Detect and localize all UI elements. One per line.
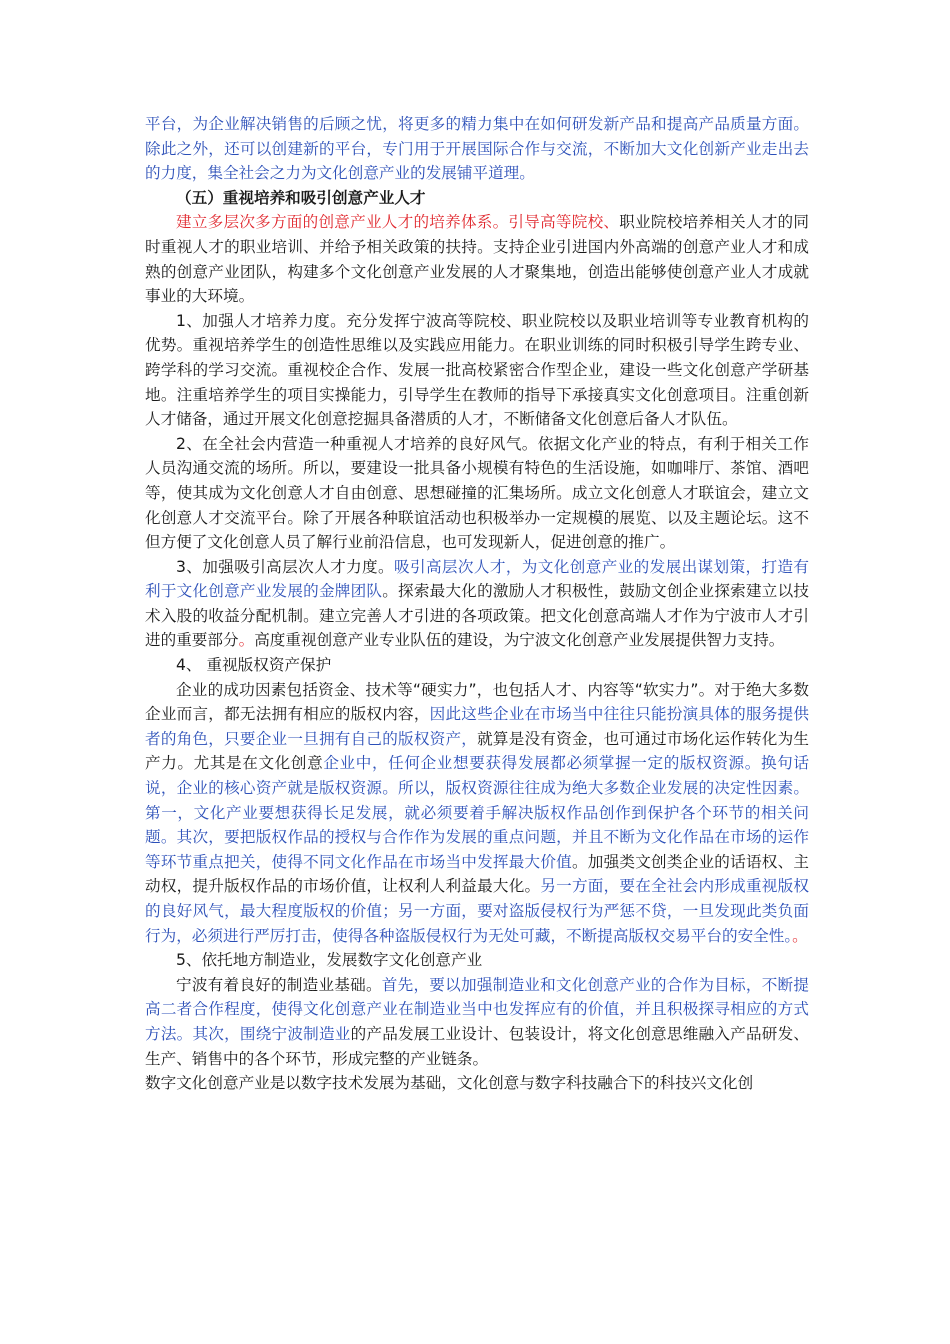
paragraph-5-red-mark: 。 bbox=[238, 631, 255, 650]
paragraph-6-text-1: 就算是没有资金，也可通过市场化运作转化为生产力。尤其是在文化创意 bbox=[145, 729, 809, 773]
paragraph-7 bbox=[145, 973, 809, 1071]
paragraph-6-blue-1: 因此这些企业在市场当中往往只能扮演具体的服务提供者的角色，只要企业一旦拥有自己的版权资产， bbox=[145, 705, 809, 748]
paragraph-7-blue: 首先，要以加强制造业和文化创意产业的合作为目标，不断提高二者合作程度，使得文化创意产业在制造业当中也发挥应有的价值，并且积极探寻相应的方式方法。其次，围绕宁波制造业 bbox=[145, 975, 809, 1043]
paragraph-4: 2、在全社会内营造一种重视人才培养的良好风气。依据文化产业的特点，有利于相关工作人员沟通交流的场所。所以，要建设一批具备小规模有特色的生活设施，如咖啡厅、茶馆、酒吧等，使其成为文化创意人才自由创意、思想碰撞的汇集场所。成立文化创意人才联谊会，建立文化创意人才交流平台。除了开展各种联谊活动也积极举办一定规模的展览、以及主题论坛。这不但方便了文化创意人员了解行业前沿信息，也可发现新人，促进创意的推广。 bbox=[145, 434, 809, 552]
paragraph-6-blue-2: 企业中，任何企业想要获得发展都必须掌握一定的版权资源。换句话说，企业的核心资产就是版权资源。所以，版权资源往往成为绝大多数企业发展的决定性因素。第一，文化产业要想获得长足发展，就必须要着手解决版权作品创作到保护各个环节的相关问题。其次，要把版权作品的授权与合作作为发展的重点问题，并且不断为文化作品在市场的运作等环节重点把关，使得不同文化作品在市场当中发挥最大价值 bbox=[145, 754, 809, 871]
paragraph-5-tail: 高度重视创意产业专业队伍的建设，为宁波文化创意产业发展提供智力支持。 bbox=[254, 631, 785, 650]
paragraph-6-red-mark: 。 bbox=[792, 926, 808, 945]
paragraph-6-lead: 企业的成功因素包括资金、技术等“硬实力”，也包括人才、内容等“软实力”。对于绝大多数企业而言，都无法拥有相应的版权内容， bbox=[145, 680, 809, 724]
section-heading-5b: 5、依托地方制造业，发展数字文化创意产业 bbox=[176, 951, 483, 970]
paragraph-3: 1、加强人才培养力度。充分发挥宁波高等院校、职业院校以及职业培训等专业教育机构的优势。重视培养学生的创造性思维以及实践应用能力。在职业训练的同时积极引导学生跨专业、跨学科的学习交流。重视校企合作、发展一批高校紧密合作型企业，建设一些文化创意产学研基地。注重培养学生的项目实操能力，引导学生在教师的指导下承接真实文化创意项目。注重创新人才储备，通过开展文化创意挖掘具备潜质的人才，不断储备文化创意后备人才队伍。 bbox=[145, 311, 809, 429]
section-heading-5: （五）重视培养和吸引创意产业人才 bbox=[176, 188, 426, 207]
paragraph-7-text: 的产品发展工业设计、包装设计，将文化创意思维融入产品研发、生产、销售中的各个环节，形成完整的产业链条。 bbox=[145, 1024, 809, 1068]
paragraph-5-lead: 3、加强吸引高层次人才力度。 bbox=[176, 557, 394, 576]
paragraph-8: 数字文化创意产业是以数字技术发展为基础，文化创意与数字科技融合下的科技兴文化创 bbox=[145, 1074, 754, 1093]
document-page bbox=[145, 112, 809, 1096]
paragraph-1 bbox=[145, 112, 809, 186]
paragraph-1-text: 平台，为企业解决销售的后顾之忧，将更多的精力集中在如何研发新产品和提高产品质量方面。除此之外，还可以创建新的平台，专门用于开展国际合作与交流，不断加大文化创新产业走出去的力度，集全社会之力为文化创意产业的发展铺平道理。 bbox=[145, 115, 809, 183]
paragraph-2-highlight: 建立多层次多方面的创意产业人才的培养体系。引导高等院校、 bbox=[176, 213, 620, 232]
paragraph-5-text: 。探索最大化的激励人才积极性，鼓励文创企业探索建立以技术入股的收益分配机制。建立完善人才引进的各项政策。把文化创意高端人才作为宁波市人才引进的重要部分 bbox=[145, 582, 809, 650]
paragraph-6-blue-3: 另一方面，要在全社会内形成重视版权的良好风气，最大程度版权的价值；另一方面，要对盗版侵权行为严惩不贷，一旦发现此类负面行为，必须进行严厉打击，使得各种盗版侵权行为无处可藏，不断提高版权交易平台的安全性。 bbox=[145, 877, 809, 945]
section-heading-4: 4、 重视版权资产保护 bbox=[176, 656, 332, 675]
paragraph-6-text-2: 。加强类文创类企业的话语权、主动权，提升版权作品的市场价值，让权利人利益最大化。 bbox=[145, 852, 809, 896]
paragraph-5 bbox=[145, 555, 809, 653]
paragraph-7-lead: 宁波有着良好的制造业基础。 bbox=[176, 975, 382, 994]
paragraph-5-blue: 吸引高层次人才，为文化创意产业的发展出谋划策，打造有利于文化创意产业发展的金牌团队 bbox=[145, 557, 809, 601]
paragraph-2-text: 职业院校培养相关人才的同时重视人才的职业培训、并给予相关政策的扶持。支持企业引进国内外高端的创意产业人才和成熟的创意产业团队，构建多个文化创意产业发展的人才聚集地，创造出能够使创意产业人才成就事业的大环境。 bbox=[145, 213, 809, 306]
paragraph-6 bbox=[145, 678, 809, 949]
paragraph-2 bbox=[145, 210, 809, 308]
